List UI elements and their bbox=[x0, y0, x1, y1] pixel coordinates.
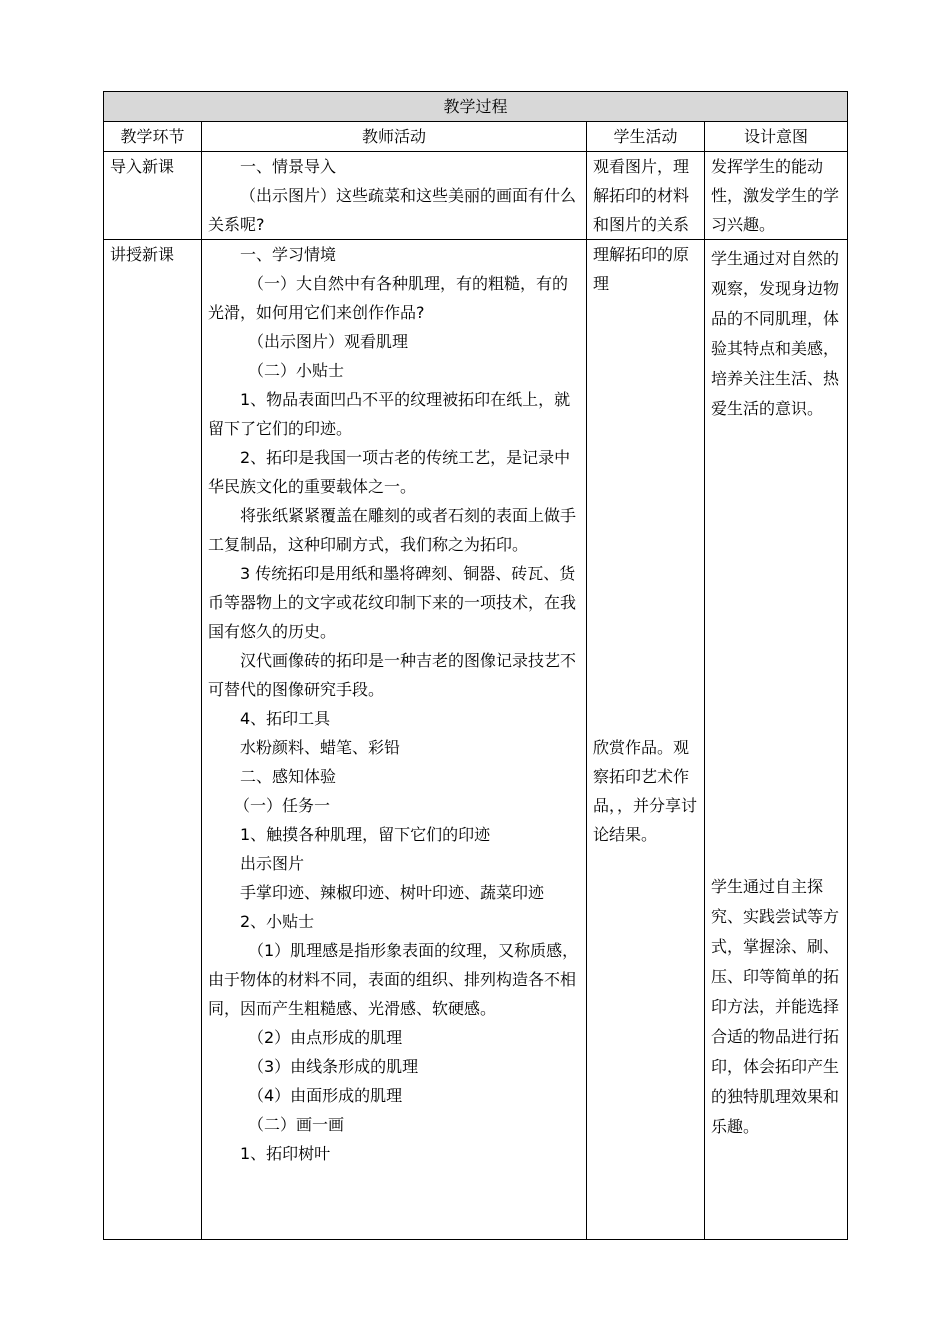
stage-cell: 导入新课 bbox=[104, 152, 202, 240]
text-line: 二、感知体验 bbox=[240, 767, 337, 786]
intent-text-a: 学生通过对自然的观察，发现身边物品的不同肌理，体验其特点和美感，培养关注生活、热爱生活的意识。 bbox=[711, 249, 840, 418]
text-line: 出示图片 bbox=[240, 854, 305, 873]
text-line: 手掌印迹、辣椒印迹、树叶印迹、蔬菜印迹 bbox=[240, 883, 545, 902]
text-line: （4）由面形成的肌理 bbox=[248, 1086, 403, 1105]
intent-cell: 发挥学生的能动性，激发学生的学习兴趣。 bbox=[705, 152, 848, 240]
text-line: （一）大自然中有各种肌理，有的粗糙，有的光滑，如何用它们来创作作品? bbox=[208, 274, 569, 322]
text-line: 2、拓印是我国一项古老的传统工艺，是记录中华民族文化的重要载体之一。 bbox=[208, 448, 571, 496]
student-text-a: 理解拓印的原理 bbox=[593, 245, 690, 293]
table-row bbox=[104, 152, 848, 240]
text-line: 水粉颜料、蜡笔、彩铅 bbox=[240, 738, 401, 757]
text-line: 2、小贴士 bbox=[240, 912, 315, 931]
text-line: 一、学习情境 bbox=[240, 245, 337, 264]
text-line: （一）任务一 bbox=[234, 796, 331, 815]
stage-cell: 讲授新课 bbox=[104, 240, 202, 1240]
text-line: 3 传统拓印是用纸和墨将碑刻、铜器、砖瓦、货币等器物上的文字或花纹印制下来的一项技术，在我国有悠久的历史。 bbox=[208, 564, 577, 641]
text-line: 4、拓印工具 bbox=[240, 709, 331, 728]
text-line: （出示图片）这些疏菜和这些美丽的画面有什么关系呢? bbox=[208, 186, 577, 234]
student-text-b: 欣赏作品。观察拓印艺术作品，，并分享讨论结果。 bbox=[593, 738, 698, 844]
teacher-cell bbox=[202, 152, 587, 240]
header-teacher-activity: 教师活动 bbox=[202, 122, 587, 152]
text-line: （二）小贴士 bbox=[248, 361, 345, 380]
text-line: 一、情景导入 bbox=[240, 157, 337, 176]
student-cell bbox=[587, 240, 705, 1240]
text-line: 1、拓印树叶 bbox=[240, 1144, 331, 1163]
text-line: 1、触摸各种肌理，留下它们的印迹 bbox=[240, 825, 491, 844]
table-title: 教学过程 bbox=[104, 92, 848, 122]
teacher-cell bbox=[202, 240, 587, 1240]
header-row bbox=[104, 122, 848, 152]
intent-text-b: 学生通过自主探究、实践尝试等方式，掌握涂、刷、压、印等简单的拓印方法，并能选择合适的物品进行拓印，体会拓印产生的独特肌理效果和乐趣。 bbox=[711, 877, 840, 1136]
text-line: 1、物品表面凹凸不平的纹理被拓印在纸上，就留下了它们的印迹。 bbox=[208, 390, 571, 438]
header-student-activity: 学生活动 bbox=[587, 122, 705, 152]
text-line: （二）画一画 bbox=[248, 1115, 345, 1134]
student-cell: 观看图片，理解拓印的材料和图片的关系 bbox=[587, 152, 705, 240]
text-line: （出示图片）观看肌理 bbox=[248, 332, 409, 351]
text-line: 将张纸紧紧覆盖在雕刻的或者石刻的表面上做手工复制品，这种印刷方式，我们称之为拓印。 bbox=[208, 506, 577, 554]
header-stage: 教学环节 bbox=[104, 122, 202, 152]
intent-cell bbox=[705, 240, 848, 1240]
text-line: （3）由线条形成的肌理 bbox=[248, 1057, 419, 1076]
text-line: （1）肌理感是指形象表面的纹理，又称质感，由于物体的材料不同，表面的组织、排列构造各不相同，因而产生粗糙感、光滑感、软硬感。 bbox=[208, 941, 579, 1018]
teaching-process-table bbox=[103, 91, 848, 1240]
text-line: 汉代画像砖的拓印是一种吉老的图像记录技艺不可替代的图像研究手段。 bbox=[208, 651, 577, 699]
header-design-intent: 设计意图 bbox=[705, 122, 848, 152]
table-row bbox=[104, 240, 848, 1240]
text-line: （2）由点形成的肌理 bbox=[248, 1028, 403, 1047]
